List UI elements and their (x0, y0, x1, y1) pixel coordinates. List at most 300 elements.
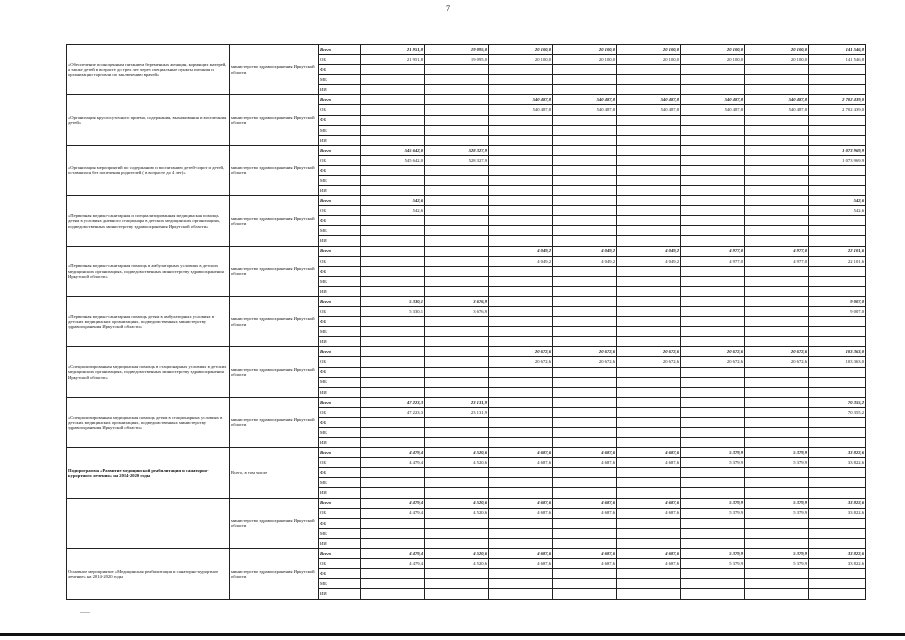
activity-name: «Обеспечение полноценным питанием беременных женщин, кормящих матерей, а также детей в возрасте до трех лет через специальные пункты питания и организации торговли по заключению врачей» (67, 45, 230, 95)
amount-cell (681, 488, 745, 498)
amount-cell: 20 100,0 (553, 55, 617, 65)
amount-cell: 33 822,6 (809, 458, 866, 468)
amount-cell (745, 155, 809, 165)
amount-cell (809, 75, 866, 85)
amount-cell (553, 125, 617, 135)
activity-name: «Первичная медико-санитарная помощь в амбулаторных условиях в детских медицинских организациях, подведомственных министерству здравоохранения Иркутской области» (67, 246, 230, 296)
amount-cell (425, 196, 489, 206)
scan-edge-line (0, 633, 905, 636)
funding-source: МБ (319, 276, 361, 286)
amount-cell: 70 355,2 (809, 397, 866, 407)
amount-cell (681, 337, 745, 347)
amount-cell (361, 216, 425, 226)
amount-cell: 20 672,6 (617, 357, 681, 367)
amount-cell (745, 145, 809, 155)
amount-cell (681, 327, 745, 337)
amount-cell (809, 528, 866, 538)
amount-cell: 4 977,0 (681, 246, 745, 256)
amount-cell: 70 355,2 (809, 407, 866, 417)
amount-cell (489, 478, 553, 488)
amount-cell (489, 367, 553, 377)
table-row (67, 296, 866, 306)
amount-cell: 20 100,0 (489, 55, 553, 65)
amount-cell: 22 101,6 (809, 246, 866, 256)
amount-cell (681, 569, 745, 579)
amount-cell: 4 520,6 (425, 458, 489, 468)
amount-cell (681, 65, 745, 75)
amount-cell (617, 125, 681, 135)
amount-cell: 9 007,0 (809, 296, 866, 306)
amount-cell (425, 165, 489, 175)
amount-cell (361, 266, 425, 276)
amount-cell (681, 438, 745, 448)
amount-cell (425, 95, 489, 105)
amount-cell: 103 363,0 (809, 357, 866, 367)
amount-cell: 47 223,3 (361, 397, 425, 407)
funding-source: Всего (319, 95, 361, 105)
activity-name: Основное мероприятие «Медицинская реабилитация и санаторно-курортное лечение» на 2014-2020 годы (67, 548, 230, 599)
amount-cell (681, 518, 745, 528)
amount-cell (361, 488, 425, 498)
amount-cell (681, 266, 745, 276)
amount-cell (361, 236, 425, 246)
amount-cell (361, 65, 425, 75)
amount-cell (361, 589, 425, 600)
amount-cell (553, 155, 617, 165)
amount-cell (809, 518, 866, 528)
amount-cell (745, 327, 809, 337)
amount-cell: 2 702 439,0 (809, 95, 866, 105)
amount-cell (681, 317, 745, 327)
amount-cell (361, 327, 425, 337)
funding-source: ФБ (319, 417, 361, 427)
amount-cell (617, 206, 681, 216)
amount-cell: 4 687,6 (617, 458, 681, 468)
amount-cell: 33 822,6 (809, 558, 866, 568)
amount-cell (745, 176, 809, 186)
amount-cell: 4 049,2 (553, 256, 617, 266)
amount-cell (617, 85, 681, 95)
amount-cell (681, 226, 745, 236)
amount-cell (425, 176, 489, 186)
amount-cell (681, 377, 745, 387)
amount-cell (425, 528, 489, 538)
amount-cell (745, 538, 809, 548)
amount-cell (617, 528, 681, 538)
amount-cell (745, 226, 809, 236)
amount-cell (617, 165, 681, 175)
amount-cell (553, 538, 617, 548)
amount-cell (553, 427, 617, 437)
budget-table (66, 44, 866, 600)
amount-cell (361, 357, 425, 367)
amount-cell (489, 266, 553, 276)
amount-cell (617, 417, 681, 427)
amount-cell: 5 330,1 (361, 296, 425, 306)
amount-cell (361, 186, 425, 196)
amount-cell (809, 417, 866, 427)
amount-cell (617, 478, 681, 488)
amount-cell (809, 115, 866, 125)
amount-cell (553, 307, 617, 317)
funding-source: ОБ (319, 155, 361, 165)
amount-cell (745, 65, 809, 75)
amount-cell: 4 977,0 (745, 256, 809, 266)
amount-cell (809, 125, 866, 135)
amount-cell: 4 687,6 (489, 558, 553, 568)
funding-source: ФБ (319, 569, 361, 579)
amount-cell (617, 579, 681, 589)
amount-cell (681, 196, 745, 206)
amount-cell: 141 546,8 (809, 55, 866, 65)
amount-cell: 542,6 (361, 206, 425, 216)
funding-source: ИИ (319, 85, 361, 95)
amount-cell (809, 427, 866, 437)
amount-cell (425, 427, 489, 437)
amount-cell (425, 347, 489, 357)
amount-cell (553, 387, 617, 397)
amount-cell: 540 487,8 (617, 105, 681, 115)
amount-cell (745, 518, 809, 528)
amount-cell (681, 468, 745, 478)
amount-cell: 5 379,9 (745, 558, 809, 568)
amount-cell (553, 216, 617, 226)
amount-cell: 542,6 (361, 196, 425, 206)
amount-cell (617, 589, 681, 600)
amount-cell (361, 286, 425, 296)
funding-source: ОБ (319, 508, 361, 518)
activity-name: Подпрограмма «Развитие медицинской реабилитации и санаторно-курортного лечения» на 2014-2020 годы (67, 448, 230, 498)
amount-cell (425, 206, 489, 216)
responsible-executor: министерство здравоохранения Иркутской области (230, 95, 319, 145)
amount-cell: 20 672,6 (553, 347, 617, 357)
funding-source: ИИ (319, 236, 361, 246)
funding-source: Всего (319, 246, 361, 256)
responsible-executor: министерство здравоохранения Иркутской области (230, 196, 319, 246)
funding-source: ИИ (319, 186, 361, 196)
amount-cell (745, 75, 809, 85)
amount-cell (553, 518, 617, 528)
amount-cell (745, 165, 809, 175)
amount-cell: 4 687,6 (553, 458, 617, 468)
amount-cell (809, 176, 866, 186)
amount-cell: 540 487,8 (553, 105, 617, 115)
amount-cell (553, 286, 617, 296)
amount-cell (489, 206, 553, 216)
amount-cell (489, 165, 553, 175)
amount-cell (361, 538, 425, 548)
amount-cell (361, 75, 425, 85)
table-body (67, 45, 866, 600)
amount-cell (425, 569, 489, 579)
amount-cell (361, 165, 425, 175)
amount-cell: 5 379,9 (745, 508, 809, 518)
amount-cell (617, 236, 681, 246)
amount-cell (681, 286, 745, 296)
amount-cell (425, 266, 489, 276)
page-number: 7 (446, 4, 450, 13)
amount-cell (617, 488, 681, 498)
amount-cell (425, 518, 489, 528)
amount-cell (617, 337, 681, 347)
activity-name (67, 498, 230, 548)
amount-cell: 33 822,6 (809, 448, 866, 458)
amount-cell (489, 427, 553, 437)
amount-cell (745, 377, 809, 387)
amount-cell (617, 307, 681, 317)
amount-cell: 103 363,0 (809, 347, 866, 357)
amount-cell: 33 822,6 (809, 548, 866, 558)
amount-cell (681, 135, 745, 145)
responsible-executor: министерство здравоохранения Иркутской области (230, 145, 319, 195)
amount-cell (489, 115, 553, 125)
amount-cell (553, 115, 617, 125)
amount-cell (809, 317, 866, 327)
amount-cell (425, 75, 489, 85)
funding-source: ИИ (319, 387, 361, 397)
amount-cell (745, 317, 809, 327)
amount-cell (361, 226, 425, 236)
amount-cell: 4 687,6 (553, 498, 617, 508)
funding-source: Всего (319, 548, 361, 558)
funding-source: ОБ (319, 55, 361, 65)
amount-cell: 21 951,8 (361, 45, 425, 55)
amount-cell (617, 397, 681, 407)
amount-cell (425, 367, 489, 377)
amount-cell (745, 337, 809, 347)
amount-cell: 5 379,9 (681, 498, 745, 508)
amount-cell (745, 528, 809, 538)
amount-cell (809, 488, 866, 498)
amount-cell (361, 367, 425, 377)
amount-cell (745, 206, 809, 216)
amount-cell: 4 520,6 (425, 558, 489, 568)
amount-cell: 545 642,0 (361, 145, 425, 155)
amount-cell: 4 687,6 (489, 508, 553, 518)
activity-name: «Первичная медико-санитарная и специализированная медицинская помощь детям в условиях дневного стационара в детских медицинских организациях, подведомственных министерству здравоохранения Иркутской области» (67, 196, 230, 246)
amount-cell: 5 379,9 (745, 448, 809, 458)
amount-cell (361, 337, 425, 347)
amount-cell (617, 327, 681, 337)
amount-cell (745, 125, 809, 135)
amount-cell (809, 85, 866, 95)
amount-cell (425, 579, 489, 589)
amount-cell: 4 687,6 (553, 448, 617, 458)
amount-cell (489, 397, 553, 407)
amount-cell (489, 135, 553, 145)
amount-cell (361, 125, 425, 135)
amount-cell: 19 095,0 (425, 55, 489, 65)
table-row (67, 347, 866, 357)
amount-cell (617, 407, 681, 417)
amount-cell: 20 672,6 (745, 357, 809, 367)
amount-cell (361, 478, 425, 488)
amount-cell: 4 049,2 (617, 256, 681, 266)
amount-cell (681, 145, 745, 155)
activity-name: «Специализированная медицинская помощь в стационарных условиях в детских медицинских организациях, подведомственных министерству здравоохранения Иркутской области» (67, 347, 230, 397)
amount-cell (809, 65, 866, 75)
amount-cell (553, 226, 617, 236)
funding-source: МБ (319, 427, 361, 437)
funding-source: ФБ (319, 266, 361, 276)
amount-cell (553, 266, 617, 276)
amount-cell (489, 307, 553, 317)
funding-source: ФБ (319, 468, 361, 478)
amount-cell (617, 145, 681, 155)
amount-cell (553, 327, 617, 337)
amount-cell: 20 100,0 (745, 55, 809, 65)
amount-cell: 33 822,6 (809, 508, 866, 518)
amount-cell (745, 367, 809, 377)
amount-cell (553, 165, 617, 175)
amount-cell: 3 676,9 (425, 296, 489, 306)
amount-cell: 4 049,2 (489, 246, 553, 256)
amount-cell (361, 569, 425, 579)
amount-cell (553, 236, 617, 246)
amount-cell (361, 518, 425, 528)
amount-cell: 5 379,9 (681, 508, 745, 518)
amount-cell (809, 367, 866, 377)
table-row (67, 196, 866, 206)
amount-cell (361, 377, 425, 387)
amount-cell (425, 105, 489, 115)
amount-cell: 4 687,6 (617, 448, 681, 458)
amount-cell: 33 822,6 (809, 498, 866, 508)
amount-cell (425, 135, 489, 145)
amount-cell (745, 216, 809, 226)
amount-cell (425, 387, 489, 397)
amount-cell (809, 478, 866, 488)
table-row (67, 498, 866, 508)
amount-cell (489, 327, 553, 337)
amount-cell (553, 85, 617, 95)
amount-cell (489, 589, 553, 600)
amount-cell (489, 488, 553, 498)
amount-cell (553, 438, 617, 448)
amount-cell (745, 186, 809, 196)
amount-cell: 23 131,9 (425, 397, 489, 407)
amount-cell: 3 676,9 (425, 307, 489, 317)
amount-cell: 4 479,4 (361, 548, 425, 558)
funding-source: ОБ (319, 407, 361, 417)
responsible-executor: министерство здравоохранения Иркутской области (230, 45, 319, 95)
amount-cell: 2 702 439,0 (809, 105, 866, 115)
amount-cell (361, 176, 425, 186)
amount-cell (489, 286, 553, 296)
amount-cell (681, 387, 745, 397)
amount-cell (361, 135, 425, 145)
responsible-executor: Всего, в том числе (230, 448, 319, 498)
amount-cell (361, 427, 425, 437)
amount-cell (681, 75, 745, 85)
amount-cell (425, 246, 489, 256)
amount-cell (425, 417, 489, 427)
funding-source: ФБ (319, 367, 361, 377)
amount-cell (617, 115, 681, 125)
amount-cell (361, 528, 425, 538)
amount-cell (617, 367, 681, 377)
amount-cell: 4 687,6 (553, 558, 617, 568)
table-row (67, 95, 866, 105)
amount-cell: 4 479,4 (361, 448, 425, 458)
amount-cell (617, 387, 681, 397)
amount-cell: 545 642,0 (361, 155, 425, 165)
amount-cell (617, 518, 681, 528)
funding-source: ОБ (319, 558, 361, 568)
amount-cell (617, 317, 681, 327)
amount-cell (489, 125, 553, 135)
funding-source: Всего (319, 296, 361, 306)
amount-cell (489, 518, 553, 528)
amount-cell: 20 672,6 (489, 357, 553, 367)
amount-cell (489, 387, 553, 397)
amount-cell: 4 049,2 (489, 256, 553, 266)
amount-cell (809, 236, 866, 246)
amount-cell (489, 296, 553, 306)
amount-cell (617, 176, 681, 186)
amount-cell (809, 165, 866, 175)
amount-cell: 4 687,6 (617, 508, 681, 518)
amount-cell (617, 468, 681, 478)
funding-source: ФБ (319, 165, 361, 175)
amount-cell (361, 468, 425, 478)
amount-cell: 4 687,6 (553, 548, 617, 558)
funding-source: МБ (319, 377, 361, 387)
funding-source: ОБ (319, 256, 361, 266)
amount-cell (425, 226, 489, 236)
amount-cell (809, 135, 866, 145)
amount-cell: 540 487,8 (681, 95, 745, 105)
amount-cell (617, 196, 681, 206)
amount-cell (681, 176, 745, 186)
amount-cell (617, 377, 681, 387)
amount-cell (617, 438, 681, 448)
amount-cell (681, 417, 745, 427)
funding-source: ИИ (319, 488, 361, 498)
amount-cell (681, 216, 745, 226)
amount-cell (553, 589, 617, 600)
amount-cell: 4 687,6 (489, 448, 553, 458)
amount-cell (745, 478, 809, 488)
amount-cell (425, 115, 489, 125)
amount-cell (425, 438, 489, 448)
amount-cell (489, 337, 553, 347)
funding-source: МБ (319, 125, 361, 135)
amount-cell (361, 85, 425, 95)
funding-source: ФБ (319, 518, 361, 528)
amount-cell: 20 672,6 (617, 347, 681, 357)
amount-cell (617, 135, 681, 145)
amount-cell (489, 65, 553, 75)
table-row (67, 448, 866, 458)
amount-cell (489, 186, 553, 196)
amount-cell (617, 276, 681, 286)
responsible-executor: министерство здравоохранения Иркутской области (230, 296, 319, 346)
amount-cell (681, 115, 745, 125)
funding-source: ОБ (319, 357, 361, 367)
funding-source: Всего (319, 347, 361, 357)
funding-source: Всего (319, 196, 361, 206)
amount-cell: 5 379,9 (681, 448, 745, 458)
amount-cell (745, 417, 809, 427)
amount-cell: 1 073 969,9 (809, 145, 866, 155)
funding-source: МБ (319, 528, 361, 538)
amount-cell (425, 125, 489, 135)
amount-cell (553, 276, 617, 286)
amount-cell: 22 101,6 (809, 256, 866, 266)
responsible-executor: министерство здравоохранения Иркутской области (230, 347, 319, 397)
amount-cell (809, 438, 866, 448)
